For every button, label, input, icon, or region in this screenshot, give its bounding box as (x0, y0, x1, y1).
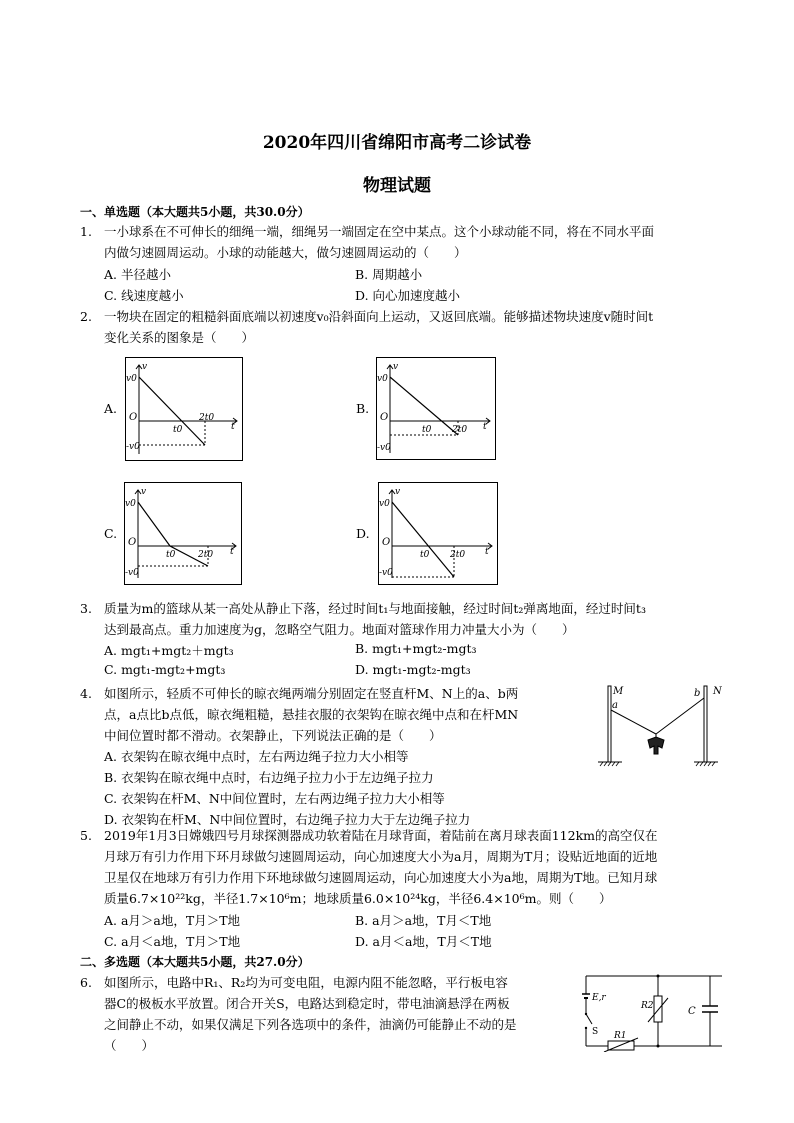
question-line: 2019年1月3日嫦娥四号月球探测器成功软着陆在月球背面，着陆前在离月球表面112km的高空仅在 (104, 828, 658, 843)
question-line: （ ） (104, 1038, 155, 1053)
label-neg-v0: -v0 (125, 568, 139, 578)
option-b: B. a月＞a地，T月＜T地 (355, 913, 492, 928)
label-neg-v0: -v0 (379, 568, 393, 578)
label-b: b (694, 688, 701, 699)
option-d: D. mgt₁-mgt₂-mgt₃ (355, 662, 471, 677)
axis-label-v: v (395, 487, 401, 497)
axis-label-t: t (230, 547, 234, 557)
axis-label-v: v (393, 362, 399, 372)
question-line: 质量6.7×10²²kg，半径1.7×10⁶m；地球质量6.0×10²⁴kg，半径6.4×10⁶m。则（ ） (104, 891, 612, 906)
question-text (104, 598, 724, 640)
label-er: E,r (592, 993, 606, 1003)
question-line: 中间位置时都不滑动。衣架静止，下列说法正确的是（ ） (104, 728, 442, 743)
question-line: 之间静止不动，如果仅满足下列各选项中的条件，油滴仍可能静止不动的是 (104, 1017, 517, 1032)
question-number: 5. (80, 828, 92, 843)
option-a: A. 衣架钩在晾衣绳中点时，左右两边绳子拉力大小相等 (104, 749, 409, 764)
axis-label-t: t (231, 422, 235, 432)
graph-b (376, 357, 496, 460)
question-text (104, 683, 584, 830)
question-number: 2. (80, 309, 92, 324)
option-a: A. mgt₁+mgt₂＋mgt₃ (104, 643, 234, 658)
label-t0: t0 (420, 550, 430, 560)
question-text (104, 221, 724, 263)
label-2t0: 2t0 (450, 550, 466, 560)
option-c: C. mgt₁-mgt₂+mgt₃ (104, 662, 226, 677)
label-t0: t0 (422, 425, 432, 435)
label-s: S (592, 1027, 599, 1037)
exam-title: 2020年四川省绵阳市高考二诊试卷 (262, 133, 532, 153)
axis-label-t: t (485, 547, 489, 557)
option-b: B. 衣架钩在晾衣绳中点时，右边绳子拉力小于左边绳子拉力 (104, 770, 434, 785)
label-2t0: 2t0 (199, 413, 215, 423)
option-b: B. (356, 401, 370, 416)
question-line: 内做匀速圆周运动。小球的动能越大，做匀速圆周运动的（ ） (104, 245, 467, 260)
question-text (104, 306, 724, 348)
axis-label-v: v (142, 362, 148, 372)
question-line: 变化关系的图象是（ ） (104, 330, 255, 345)
label-m: M (613, 686, 624, 697)
exam-subtitle: 物理试题 (363, 176, 431, 196)
label-t0: t0 (173, 425, 183, 435)
question-line: 如图所示，轻质不可伸长的晾衣绳两端分别固定在竖直杆M、N上的a、b两 (104, 686, 519, 701)
question-text (104, 825, 744, 909)
option-c: C. a月＜a地，T月＞T地 (104, 934, 241, 949)
label-r1: R1 (614, 1031, 627, 1041)
axis-label-v: v (141, 487, 147, 497)
graph-c (124, 482, 242, 585)
option-d: D. 衣架钩在杆M、N中间位置时，右边绳子拉力大于左边绳子拉力 (104, 812, 471, 827)
label-n: N (713, 686, 722, 697)
option-c: C. 衣架钩在杆M、N中间位置时，左右两边绳子拉力大小相等 (104, 791, 445, 806)
label-v0: v0 (125, 499, 136, 509)
question-number: 4. (80, 686, 92, 701)
question-line: 一小球系在不可伸长的细绳一端，细绳另一端固定在空中某点。这个小球动能不同，将在不同水平面 (104, 224, 655, 239)
graph-d (378, 482, 498, 585)
question-line: 质量为m的篮球从某一高处从静止下落，经过时间t₁与地面接触，经过时间t₂弹离地面，经过时间t₃ (104, 601, 646, 616)
question-number: 1. (80, 224, 92, 239)
question-line: 如图所示，电路中R₁、R₂均为可变电阻，电源内阻不能忽略，平行板电容 (104, 975, 508, 990)
label-r2: R2 (641, 1001, 654, 1011)
option-c: C. 线速度越小 (104, 288, 184, 303)
origin-label: O (129, 412, 138, 423)
question-number: 3. (80, 601, 92, 616)
question-line: 器C的极板水平放置。闭合开关S，电路达到稳定时，带电油滴悬浮在两板 (104, 996, 510, 1011)
origin-label: O (128, 537, 137, 548)
option-d: D. 向心加速度越小 (355, 288, 461, 303)
option-c: C. (104, 526, 118, 541)
option-a: A. (104, 401, 118, 416)
option-d: D. a月＜a地，T月＜T地 (355, 934, 492, 949)
option-d: D. (356, 526, 370, 541)
question-text (104, 972, 574, 1056)
question-number: 6. (80, 975, 92, 990)
section-heading: 二、多选题（本大题共5小题，共27.0分） (80, 955, 310, 969)
origin-label: O (382, 537, 391, 548)
option-b: B. mgt₁+mgt₂-mgt₃ (355, 641, 477, 656)
label-v0: v0 (379, 499, 390, 509)
option-b: B. 周期越小 (355, 267, 423, 282)
label-neg-v0: -v0 (377, 443, 391, 453)
label-v0: v0 (126, 374, 137, 384)
option-a: A. 半径越小 (104, 267, 171, 282)
label-neg-v0: -v0 (126, 442, 140, 452)
label-2t0: 2t0 (198, 550, 214, 560)
clothesline-figure (592, 680, 728, 776)
label-v0: v0 (377, 374, 388, 384)
axis-label-t: t (483, 422, 487, 432)
label-a: a (612, 700, 618, 711)
graph-a (125, 357, 243, 461)
question-line: 一物块在固定的粗糙斜面底端以初速度v₀沿斜面向上运动，又返回底端。能够描述物块速度v随时间t (104, 309, 654, 324)
question-line: 达到最高点。重力加速度为g，忽略空气阻力。地面对篮球作用力冲量大小为（ ） (104, 622, 575, 637)
question-line: 点，a点比b点低，晾衣绳粗糙，悬挂衣服的衣架钩在晾衣绳中点和在杆MN (104, 707, 519, 722)
question-line: 月球万有引力作用下环月球做匀速圆周运动，向心加速度大小为a月，周期为T月；设贴近地面的近地 (104, 849, 658, 864)
label-2t0: 2t0 (452, 425, 468, 435)
label-c: C (688, 1006, 696, 1017)
circuit-figure (578, 972, 730, 1052)
question-line: 卫星仅在地球万有引力作用下环地球做匀速圆周运动，向心加速度大小为a地，周期为T地。已知月球 (104, 870, 658, 885)
option-a: A. a月＞a地，T月＞T地 (104, 913, 241, 928)
origin-label: O (380, 412, 389, 423)
label-t0: t0 (166, 550, 176, 560)
section-heading: 一、单选题（本大题共5小题，共30.0分） (80, 205, 310, 219)
